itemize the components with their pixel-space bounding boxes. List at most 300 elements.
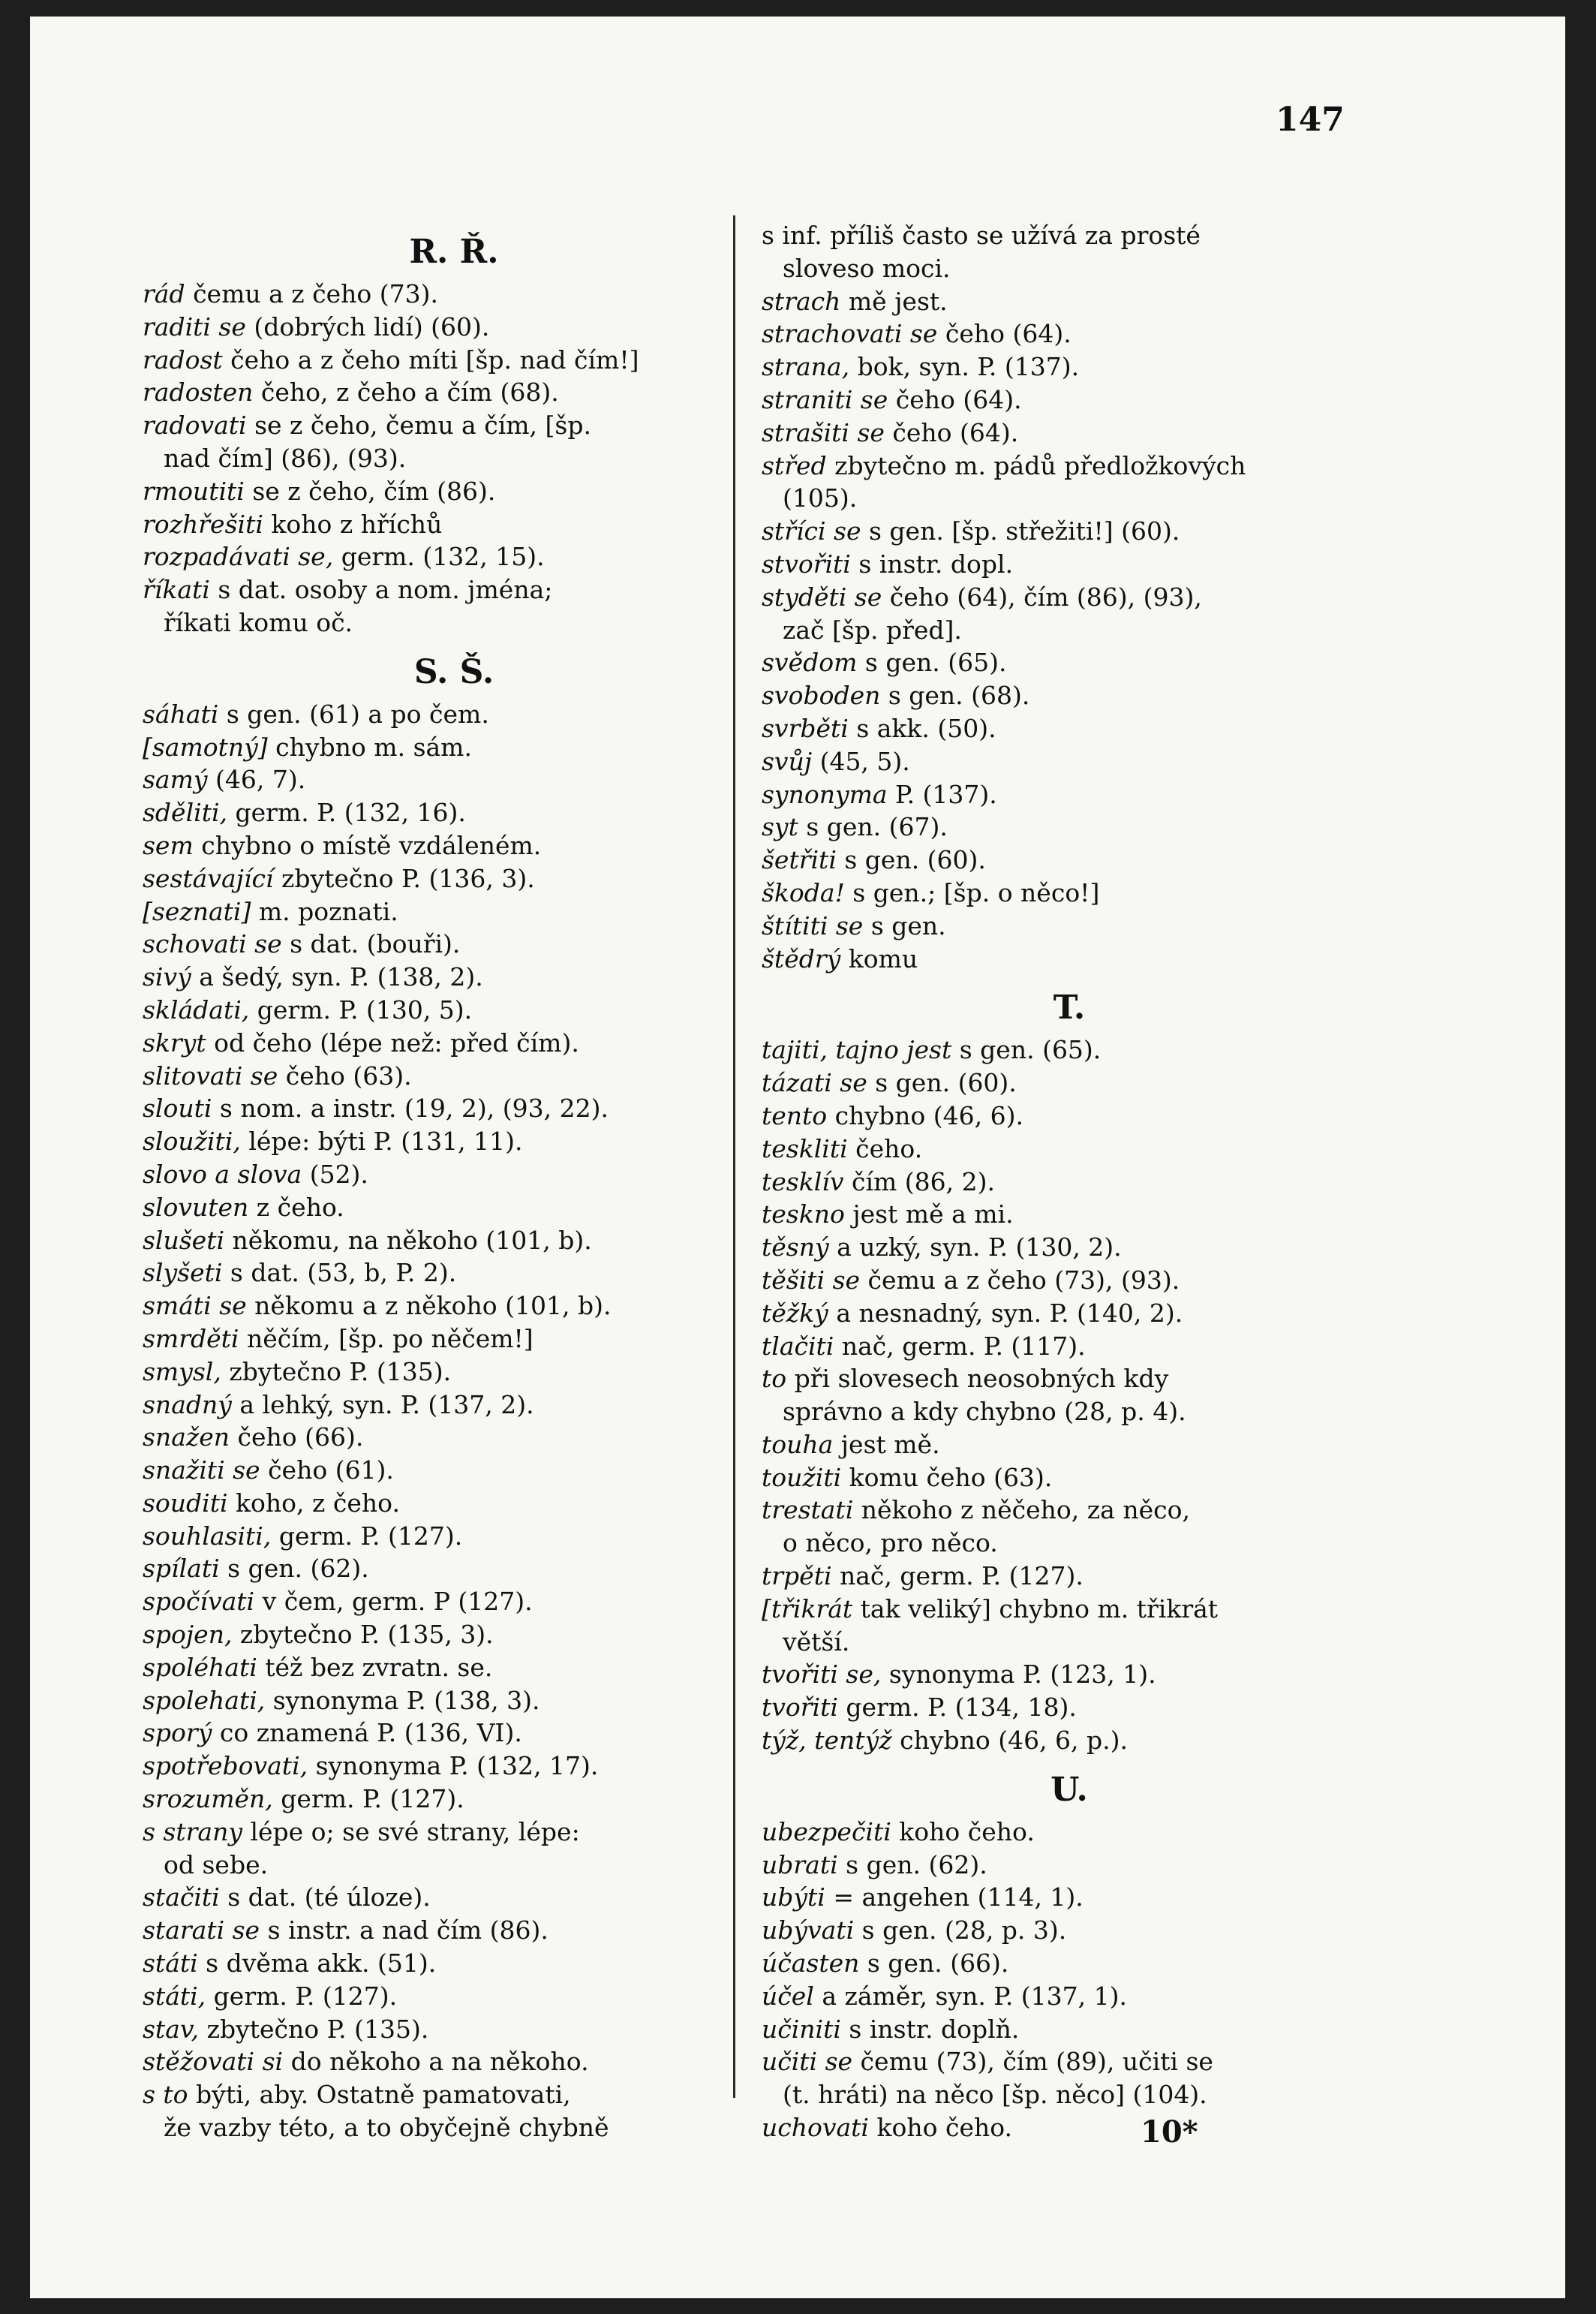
entry-headword: starati se — [143, 1915, 260, 1945]
entry-text: zbytečno P. (136, 3). — [273, 863, 535, 893]
entry-headword: tvořiti — [762, 1693, 838, 1723]
entry-headword: snadný — [143, 1389, 232, 1419]
entry-headword: samý — [143, 765, 208, 795]
entry-text: se z čeho, čím (86). — [244, 476, 496, 506]
entry-text: s nom. a instr. (19, 2), (93, 22). — [212, 1094, 609, 1124]
entry-headword: tento — [762, 1100, 828, 1130]
entry-text: s instr. a nad čím (86). — [260, 1915, 549, 1945]
entry-continuation — [143, 1849, 765, 1882]
entry-continuation — [762, 2078, 1377, 2111]
entry-continuation — [762, 1527, 1377, 1560]
dictionary-entry — [762, 1658, 1377, 1691]
entry-headword: sestávající — [143, 863, 274, 893]
entry-headword: těžký — [762, 1298, 828, 1328]
entry-headword: štědrý — [762, 943, 841, 973]
entry-headword: stav, — [143, 2014, 200, 2044]
entry-headword: spotřebovati, — [143, 1751, 308, 1781]
entry-headword: slitovati se — [143, 1061, 278, 1091]
entry-text: čemu a z čeho (73), (93). — [860, 1265, 1180, 1295]
dictionary-entry — [143, 1552, 765, 1585]
dictionary-entry — [143, 1125, 765, 1158]
dictionary-entry — [143, 2078, 765, 2111]
entry-headword: to — [762, 1364, 787, 1394]
dictionary-entry — [143, 573, 765, 606]
entry-text: že vazby této, a to obyčejně chybně — [164, 2113, 609, 2143]
entry-text: někomu a z někoho (101, b). — [246, 1291, 612, 1321]
entry-text: čeho (64). — [937, 319, 1072, 349]
entry-headword: šetřiti — [762, 845, 837, 875]
entry-text: s gen. (67). — [798, 812, 948, 842]
entry-headword: snažen — [143, 1422, 230, 1452]
dictionary-entry — [762, 1560, 1377, 1593]
dictionary-entry — [762, 877, 1377, 910]
dictionary-entry — [762, 1881, 1377, 1914]
entry-text: s dat. (bouři). — [281, 929, 461, 959]
entry-headword: ubývati — [762, 1915, 855, 1945]
dictionary-entry — [762, 1166, 1377, 1199]
dictionary-entry — [762, 1428, 1377, 1461]
entry-headword: střed — [762, 450, 827, 480]
entry-text: s dvěma akk. (51). — [197, 1948, 437, 1978]
entry-headword: svůj — [762, 746, 813, 776]
entry-text: chybno (46, 6). — [827, 1100, 1023, 1130]
entry-text: s gen. (66). — [859, 1948, 1009, 1978]
entry-headword: tvořiti se, — [762, 1660, 882, 1690]
dictionary-entry — [762, 317, 1377, 351]
entry-text: komu — [840, 943, 918, 973]
dictionary-entry — [143, 1618, 765, 1651]
entry-headword: sporý — [143, 1718, 212, 1748]
entry-text: sloveso moci. — [783, 253, 951, 283]
entry-text: chybno o místě vzdáleném. — [193, 830, 542, 860]
entry-headword: sáhati — [143, 699, 219, 729]
entry-text: při slovesech neosobných kdy — [786, 1364, 1169, 1394]
section-heading: U. — [1050, 1770, 1088, 1809]
dictionary-entry — [762, 1816, 1377, 1849]
dictionary-entry — [143, 409, 765, 442]
dictionary-entry — [762, 1362, 1377, 1395]
dictionary-entry — [762, 1034, 1377, 1067]
entry-text: čemu (73), čím (89), učiti se — [852, 2047, 1213, 2077]
dictionary-entry — [143, 1060, 765, 1093]
dictionary-entry — [143, 1651, 765, 1684]
entry-text: koho, z čeho. — [227, 1488, 400, 1518]
dictionary-entry — [143, 698, 765, 731]
entry-headword: syt — [762, 812, 798, 842]
entry-headword: [třikrát — [762, 1593, 853, 1623]
entry-text: a záměr, syn. P. (137, 1). — [813, 1981, 1128, 2011]
entry-text: germ. P. (130, 5). — [249, 995, 473, 1025]
entry-headword: slovuten — [143, 1192, 249, 1222]
dictionary-entry — [762, 1330, 1377, 1363]
entry-headword: rozhřešiti — [143, 509, 263, 539]
dictionary-entry — [762, 712, 1377, 745]
entry-text: a nesnadný, syn. P. (140, 2). — [828, 1298, 1183, 1328]
dictionary-entry — [143, 475, 765, 508]
entry-headword: souditi — [143, 1488, 228, 1518]
entry-headword: svoboden — [762, 681, 881, 711]
entry-headword: stvořiti — [762, 549, 851, 579]
dictionary-entry — [143, 278, 765, 311]
dictionary-entry — [143, 1684, 765, 1717]
entry-text: a šedý, syn. P. (138, 2). — [191, 962, 483, 992]
dictionary-entry — [762, 2045, 1377, 2078]
entry-text: čeho (63). — [278, 1061, 412, 1091]
entry-text: čeho a z čeho míti [šp. nad čím!] — [222, 345, 639, 375]
dictionary-entry — [762, 1724, 1377, 1757]
entry-headword: strach — [762, 286, 841, 316]
entry-headword: strašiti se — [762, 417, 885, 447]
entry-headword: s strany — [143, 1816, 242, 1846]
entry-text: čeho, z čeho a čím (68). — [253, 378, 559, 408]
entry-text: správno a kdy chybno (28, p. 4). — [783, 1397, 1186, 1427]
entry-headword: účel — [762, 1981, 814, 2011]
entry-headword: sloužiti, — [143, 1127, 241, 1157]
dictionary-entry — [143, 994, 765, 1027]
dictionary-entry — [762, 351, 1377, 384]
dictionary-entry — [143, 1750, 765, 1783]
entry-text: čeho (61). — [260, 1455, 394, 1485]
entry-headword: stříci se — [762, 516, 861, 546]
entry-text: zbytečno m. pádů předložkových — [826, 450, 1246, 480]
entry-text: s gen.; [šp. o něco!] — [844, 877, 1100, 907]
entry-text: (45, 5). — [812, 746, 910, 776]
entry-text: čeho (64). — [884, 417, 1019, 447]
dictionary-entry — [762, 1133, 1377, 1166]
dictionary-entry — [143, 1783, 765, 1816]
dictionary-entry — [143, 1224, 765, 1257]
entry-headword: uchovati — [762, 2113, 869, 2143]
entry-headword: rozpadávati se, — [143, 542, 334, 572]
entry-text: s gen. (65). — [951, 1035, 1102, 1065]
entry-text: (105). — [783, 483, 858, 513]
dictionary-entry — [143, 1027, 765, 1060]
entry-headword: [seznati] — [143, 896, 251, 926]
section-heading: T. — [1053, 988, 1086, 1028]
entry-text: říkati komu oč. — [164, 607, 353, 637]
dictionary-entry — [143, 763, 765, 796]
entry-headword: stačiti — [143, 1882, 220, 1912]
entry-headword: učiniti — [762, 2014, 841, 2044]
entry-headword: spolehati, — [143, 1685, 266, 1715]
entry-text: synonyma P. (138, 3). — [265, 1685, 540, 1715]
entry-headword: s to — [143, 2080, 188, 2110]
dictionary-entry — [762, 679, 1377, 712]
dictionary-entry — [762, 285, 1377, 318]
entry-text: o něco, pro něco. — [783, 1528, 998, 1558]
entry-text: s gen. [šp. střežiti!] (60). — [861, 516, 1180, 546]
entry-headword: tázati se — [762, 1068, 867, 1098]
dictionary-entry — [143, 1092, 765, 1125]
entry-text: lépe: býti P. (131, 11). — [240, 1127, 523, 1157]
entry-headword: škoda! — [762, 877, 845, 907]
dictionary-entry — [143, 1454, 765, 1487]
entry-text: germ. P. (134, 18). — [837, 1693, 1077, 1723]
dictionary-entry — [143, 1914, 765, 1947]
entry-text: koho čeho. — [869, 2113, 1013, 2143]
dictionary-entry — [762, 548, 1377, 581]
dictionary-entry — [143, 1389, 765, 1422]
dictionary-entry — [143, 1158, 765, 1191]
entry-headword: ubezpečiti — [762, 1816, 891, 1846]
dictionary-entry — [143, 1323, 765, 1356]
entry-text: čím (86, 2). — [843, 1166, 995, 1196]
dictionary-entry — [143, 796, 765, 829]
entry-text: někoho z něčeho, za něco, — [853, 1495, 1190, 1525]
dictionary-entry — [143, 1881, 765, 1914]
entry-text: (t. hráti) na něco [šp. něco] (104). — [783, 2080, 1207, 2110]
entry-text: chybno m. sám. — [267, 732, 472, 762]
entry-text: s akk. (50). — [848, 713, 996, 743]
entry-text: od sebe. — [164, 1849, 269, 1879]
dictionary-entry — [143, 1487, 765, 1520]
entry-text: jest mě. — [833, 1429, 940, 1459]
entry-headword: slouti — [143, 1094, 212, 1124]
entry-text: synonyma P. (132, 17). — [308, 1751, 599, 1781]
entry-headword: rád — [143, 279, 185, 308]
dictionary-entry — [762, 581, 1377, 614]
entry-headword: radosten — [143, 378, 254, 408]
dictionary-entry — [762, 844, 1377, 877]
entry-continuation — [762, 252, 1377, 285]
entry-text: s dat. osoby a nom. jména; — [209, 575, 553, 605]
entry-text: germ. (132, 15). — [333, 542, 545, 572]
entry-text: germ. P. (127). — [206, 1981, 398, 2011]
entry-text: čeho (64). — [888, 384, 1022, 414]
dictionary-entry — [143, 311, 765, 344]
entry-headword: ubrati — [762, 1849, 838, 1879]
entry-text: nač, germ. P. (117). — [834, 1331, 1086, 1361]
entry-text: čemu a z čeho (73). — [185, 279, 439, 308]
dictionary-entry — [143, 1947, 765, 1980]
entry-headword: skládati, — [143, 995, 250, 1025]
entry-headword: [samotný] — [143, 732, 268, 762]
entry-text: s gen. (68). — [880, 681, 1030, 711]
entry-headword: slovo a slova — [143, 1159, 302, 1189]
entry-headword: radost — [143, 345, 223, 375]
dictionary-entry — [143, 1816, 765, 1849]
dictionary-entry — [762, 384, 1377, 417]
dictionary-entry — [762, 1231, 1377, 1264]
dictionary-entry — [143, 1421, 765, 1454]
entry-text: chybno (46, 6, p.). — [891, 1726, 1129, 1756]
entry-text: někomu, na někoho (101, b). — [224, 1225, 592, 1255]
entry-text: s gen. (62). — [837, 1849, 987, 1879]
dictionary-entry — [762, 1198, 1377, 1231]
entry-text: tak veliký] chybno m. třikrát — [852, 1593, 1219, 1623]
entry-headword: spoléhati — [143, 1652, 257, 1682]
entry-headword: slyšeti — [143, 1258, 223, 1288]
entry-text: zbytečno P. (135, 3). — [232, 1620, 494, 1650]
entry-headword: skryt — [143, 1028, 206, 1058]
entry-headword: raditi se — [143, 311, 246, 342]
entry-text: od čeho (lépe než: před čím). — [206, 1028, 579, 1058]
entry-headword: toužiti — [762, 1462, 842, 1492]
entry-headword: straniti se — [762, 384, 888, 414]
entry-text: s gen. (61) a po čem. — [218, 699, 489, 729]
entry-headword: stěžovati si — [143, 2047, 284, 2077]
section-heading: R. Ř. — [409, 233, 499, 271]
entry-headword: štítiti se — [762, 910, 864, 940]
dictionary-entry — [762, 745, 1377, 778]
dictionary-entry — [143, 540, 765, 573]
page-number: 147 — [1276, 101, 1345, 139]
entry-text: s gen. (28, p. 3). — [854, 1915, 1067, 1945]
entry-continuation — [143, 442, 765, 475]
entry-text: s dat. (53, b, P. 2). — [222, 1258, 457, 1288]
entry-headword: spočívati — [143, 1587, 255, 1617]
entry-headword: účasten — [762, 1948, 860, 1978]
entry-text: něčím, [šp. po něčem!] — [239, 1323, 534, 1353]
entry-text: z čeho. — [248, 1192, 344, 1222]
entry-headword: strana, — [762, 352, 850, 382]
entry-text: s gen. (65). — [857, 648, 1007, 678]
dictionary-entry — [143, 1256, 765, 1289]
entry-headword: sem — [143, 830, 194, 860]
dictionary-entry — [143, 1356, 765, 1389]
dictionary-entry — [762, 219, 1377, 252]
entry-text: nad čím] (86), (93). — [164, 443, 407, 473]
entry-continuation — [143, 2111, 765, 2144]
dictionary-entry — [143, 2045, 765, 2078]
entry-headword: schovati se — [143, 929, 282, 959]
entry-text: bok, syn. P. (137). — [849, 352, 1080, 382]
entry-headword: spojen, — [143, 1620, 233, 1650]
column-divider — [733, 215, 735, 2098]
entry-headword: rmoutiti — [143, 476, 245, 506]
entry-text: s instr. dopl. — [850, 549, 1014, 579]
entry-text: s gen. (60). — [836, 845, 986, 875]
section-heading: S. Š. — [413, 652, 494, 691]
entry-text: čeho (64), čím (86), (93), — [882, 582, 1202, 612]
entry-text: koho z hříchů — [263, 509, 443, 539]
entry-text: a uzký, syn. P. (130, 2). — [828, 1232, 1122, 1262]
entry-text: zač [šp. před]. — [783, 615, 962, 645]
entry-headword: týž, tentýž — [762, 1726, 892, 1756]
entry-text: P. (137). — [887, 779, 997, 809]
entry-text: býti, aby. Ostatně pamatovati, — [188, 2080, 571, 2110]
dictionary-entry — [762, 1100, 1377, 1133]
dictionary-entry — [762, 1691, 1377, 1724]
entry-text: s gen. (60). — [867, 1068, 1017, 1098]
entry-text: mě jest. — [840, 286, 948, 316]
entry-headword: svědom — [762, 648, 858, 678]
dictionary-entry — [143, 928, 765, 961]
entry-text: germ. P. (127). — [271, 1521, 463, 1551]
entry-text: větší. — [783, 1626, 850, 1657]
dictionary-entry — [762, 778, 1377, 811]
entry-headword: strachovati se — [762, 319, 938, 349]
dictionary-entry — [762, 2013, 1377, 2046]
entry-text: (52). — [302, 1159, 368, 1189]
entry-text: germ. P. (132, 16). — [227, 798, 466, 828]
dictionary-entry — [143, 1520, 765, 1553]
dictionary-entry — [762, 1494, 1377, 1527]
dictionary-entry — [762, 417, 1377, 450]
entry-text: nač, germ. P. (127). — [831, 1561, 1084, 1591]
entry-headword: touha — [762, 1429, 834, 1459]
entry-headword: teskno — [762, 1199, 845, 1229]
dictionary-entry — [762, 1461, 1377, 1494]
dictionary-page — [30, 17, 1565, 2298]
entry-text: s gen. (62). — [219, 1554, 369, 1584]
entry-text: (dobrých lidí) (60). — [245, 311, 490, 342]
dictionary-entry — [143, 1191, 765, 1224]
entry-text: do někoho a na někoho. — [283, 2047, 589, 2077]
dictionary-entry — [143, 1980, 765, 2013]
entry-headword: tlačiti — [762, 1331, 834, 1361]
entry-text: s gen. — [863, 910, 946, 940]
entry-headword: smáti se — [143, 1291, 247, 1321]
dictionary-entry — [762, 1264, 1377, 1297]
dictionary-entry — [143, 862, 765, 895]
entry-text: se z čeho, čemu a čím, [šp. — [246, 411, 591, 441]
dictionary-entry — [762, 2111, 1377, 2144]
dictionary-entry — [762, 646, 1377, 679]
dictionary-entry — [762, 811, 1377, 844]
dictionary-entry — [762, 910, 1377, 943]
entry-headword: spílati — [143, 1554, 220, 1584]
entry-headword: svrběti — [762, 713, 849, 743]
entry-headword: státi — [143, 1948, 198, 1978]
dictionary-entry — [143, 895, 765, 928]
entry-text: synonyma P. (123, 1). — [881, 1660, 1156, 1690]
entry-text: čeho. — [847, 1133, 923, 1163]
entry-headword: ubýti — [762, 1882, 825, 1912]
entry-continuation — [762, 482, 1377, 515]
dictionary-entry — [762, 515, 1377, 548]
entry-text: zbytečno P. (135). — [199, 2014, 429, 2044]
entry-headword: tesklív — [762, 1166, 844, 1196]
entry-text: co znamená P. (136, VI). — [212, 1718, 522, 1748]
entry-text: zbytečno P. (135). — [221, 1356, 452, 1386]
dictionary-entry — [762, 1914, 1377, 1947]
dictionary-entry — [143, 1289, 765, 1323]
entry-headword: smysl, — [143, 1356, 221, 1386]
entry-text: komu čeho (63). — [841, 1462, 1053, 1492]
entry-headword: synonyma — [762, 779, 888, 809]
dictionary-entry — [762, 1849, 1377, 1882]
entry-text: germ. P. (127). — [272, 1784, 464, 1814]
entry-headword: smrděti — [143, 1323, 239, 1353]
entry-headword: sivý — [143, 962, 191, 992]
entry-headword: těsný — [762, 1232, 829, 1262]
entry-text: = angehen (114, 1). — [825, 1882, 1084, 1912]
entry-continuation — [762, 1626, 1377, 1659]
entry-continuation — [143, 606, 765, 639]
dictionary-entry — [143, 961, 765, 994]
dictionary-entry — [143, 1585, 765, 1618]
entry-headword: teskliti — [762, 1133, 848, 1163]
dictionary-entry — [762, 1067, 1377, 1100]
entry-continuation — [762, 1395, 1377, 1428]
dictionary-entry — [143, 344, 765, 377]
dictionary-entry — [143, 508, 765, 541]
entry-headword: trpěti — [762, 1561, 832, 1591]
signature-mark: 10* — [1141, 2114, 1198, 2150]
dictionary-entry — [143, 1717, 765, 1750]
entry-text: lépe o; se své strany, lépe: — [242, 1816, 580, 1846]
entry-text: čeho (66). — [230, 1422, 364, 1452]
entry-headword: styděti se — [762, 582, 882, 612]
entry-headword: učiti se — [762, 2047, 853, 2077]
entry-text: s inf. příliš často se užívá za prosté — [762, 221, 1201, 250]
entry-headword: snažiti se — [143, 1455, 260, 1485]
entry-text: s instr. doplň. — [840, 2014, 1020, 2044]
dictionary-entry — [762, 1947, 1377, 1980]
entry-headword: říkati — [143, 575, 210, 605]
right-column — [762, 219, 1377, 2144]
